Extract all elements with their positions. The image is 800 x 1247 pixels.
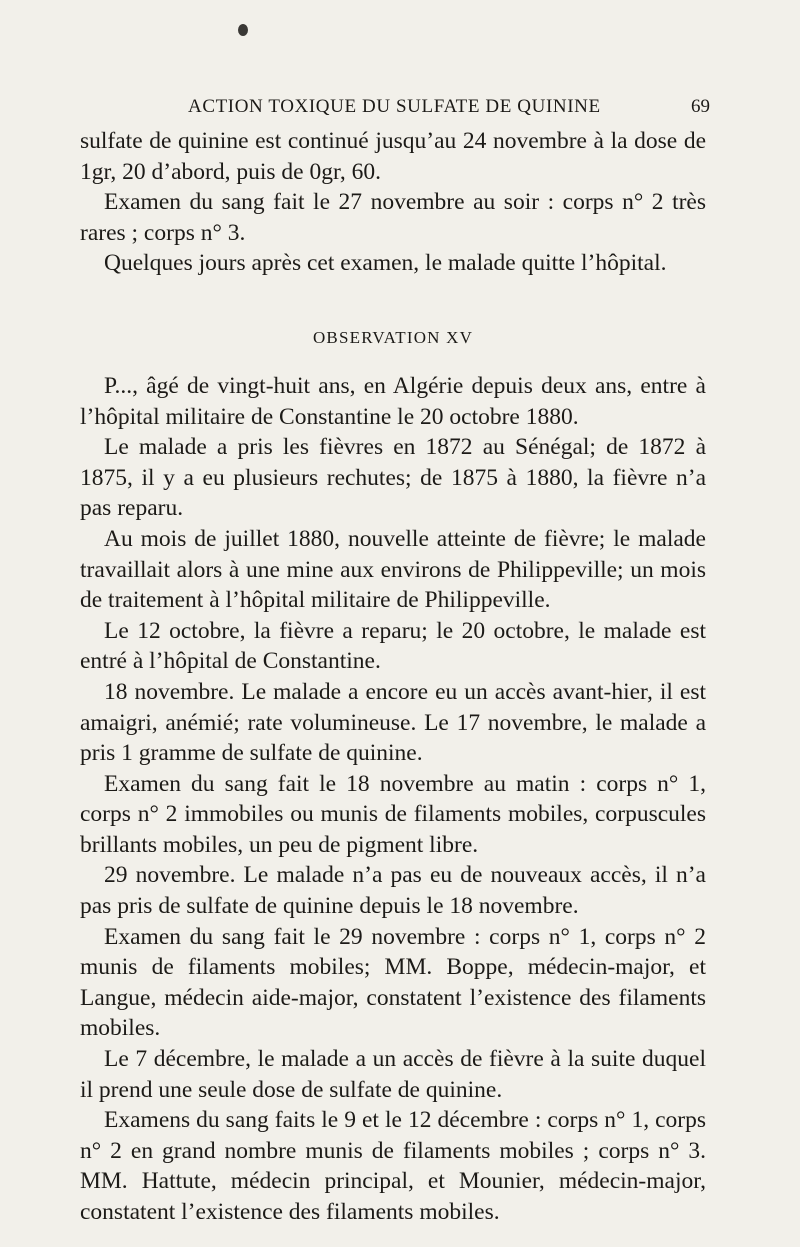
section-heading: OBSERVATION XV: [312, 327, 474, 347]
running-title: ACTION TOXIQUE DU SULFATE DE QUININE: [188, 96, 601, 117]
paragraph-7-december: Le 7 décembre, le malade a un accès de fièvre à la suite duquel il prend une seule dose de sulfate de quinine.: [80, 1046, 706, 1103]
paragraph-july-1880: Au mois de juillet 1880, nouvelle atteinte de fièvre; le malade travaillait alors à une mine aux environs de Philippeville; un mois de traitement à l’hôpital militaire de Philippeville.: [80, 525, 706, 614]
paragraph-continued: sulfate de quinine est continué jusqu’au 24 novembre à la dose de 1gr, 20 d’abord, puis de 0gr, 60.: [80, 128, 706, 185]
paragraph-12-october: Le 12 octobre, la fièvre a reparu; le 20 octobre, le malade est entré à l’hôpital de Constantine.: [80, 617, 706, 675]
page-body: [80, 126, 706, 1228]
page-number: 69: [691, 96, 710, 117]
paragraph-history: Le malade a pris les fièvres en 1872 au Sénégal; de 1872 à 1875, il y a eu plusieurs rechutes; de 1875 à 1880, la fièvre n’a pas reparu.: [80, 434, 706, 522]
paragraph-blood-exam-29-nov: Examen du sang fait le 29 novembre : corps n° 1, corps n° 2 munis de filaments mobiles; MM. Boppe, médecin-major, et Langue, médecin aide-major, constatent l’existence des filaments mobiles.: [80, 923, 706, 1042]
paragraph-blood-exam-december: Examens du sang faits le 9 et le 12 décembre : corps n° 1, corps n° 2 en grand nombre munis de filaments mobiles ; corps n° 3. MM. Hattute, médecin principal, et Mounier, médecin-major, constatent l’existence des filaments mobiles.: [80, 1107, 706, 1225]
paragraph-18-november: 18 novembre. Le malade a encore eu un accès avant-hier, il est amaigri, anémié; rate volumineuse. Le 17 novembre, le malade a pris 1 gramme de sulfate de quinine.: [80, 678, 706, 767]
paragraph-29-november: 29 novembre. Le malade n’a pas eu de nouveaux accès, il n’a pas pris de sulfate de quinine depuis le 18 novembre.: [80, 862, 706, 920]
ink-speck: [238, 24, 248, 36]
running-head: [78, 96, 710, 122]
paragraph-discharge: Quelques jours après cet examen, le malade quitte l’hôpital.: [104, 250, 667, 277]
paragraph-patient-intro: P..., âgé de vingt-huit ans, en Algérie depuis deux ans, entre à l’hôpital militaire de Constantine le 20 octobre 1880.: [80, 372, 706, 430]
paragraph-blood-exam-18-nov: Examen du sang fait le 18 novembre au matin : corps n° 1, corps n° 2 immobiles ou munis de filaments mobiles, corpuscules brillants mobiles, un peu de pigment libre.: [80, 770, 706, 858]
paragraph-blood-exam-27-nov: Examen du sang fait le 27 novembre au soir : corps n° 2 très rares ; corps n° 3.: [80, 189, 706, 246]
